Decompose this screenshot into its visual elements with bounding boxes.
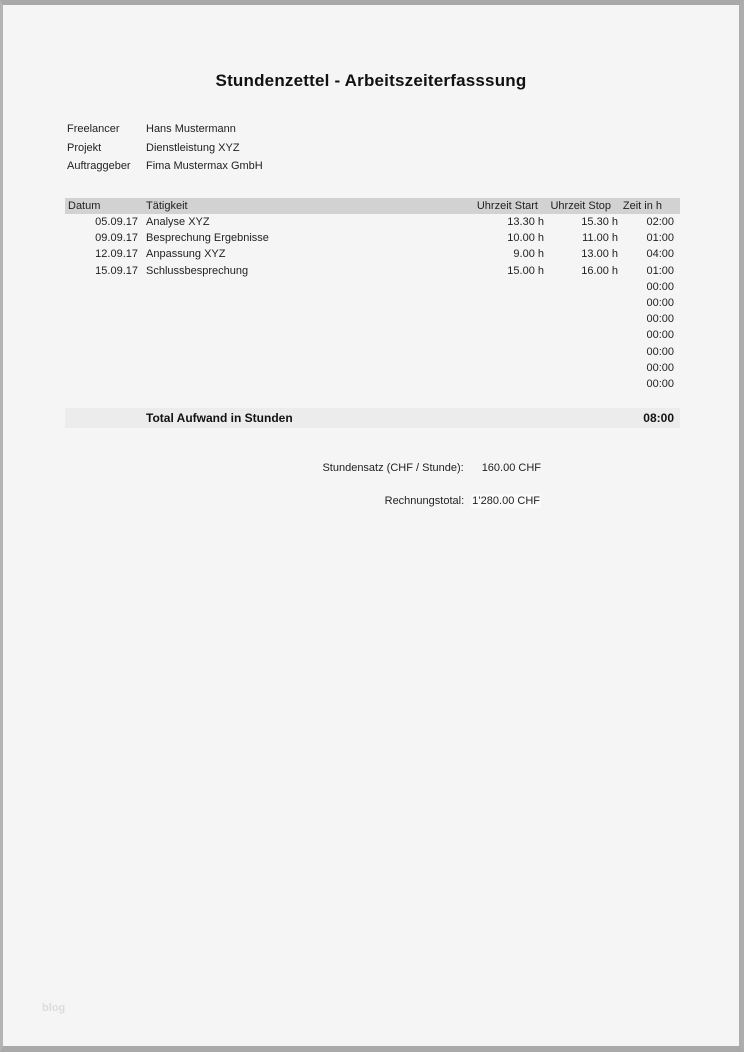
cell-stop: 11.00 h [582, 232, 618, 245]
cell-taetigkeit: Analyse XYZ [146, 216, 210, 229]
cell-zeit: 00:00 [646, 345, 674, 358]
cell-stop: 13.00 h [581, 248, 618, 261]
cell-datum [65, 344, 142, 360]
cell-zeit: 00:00 [646, 313, 674, 326]
cell-stop: 16.00 h [581, 264, 618, 277]
cell-stop [546, 376, 620, 392]
cell-start [463, 344, 546, 360]
time-entries-table [65, 198, 680, 392]
cell-stop [546, 295, 620, 311]
info-value: Fima Mustermax GmbH [146, 160, 263, 173]
cell-datum [65, 295, 142, 311]
cell-datum [65, 279, 142, 295]
cell-stop [546, 327, 620, 343]
cell-start [463, 360, 546, 376]
cell-zeit: 00:00 [646, 297, 674, 310]
cell-start [463, 295, 546, 311]
info-row-auftraggeber [67, 157, 263, 176]
cell-start: 10.00 h [507, 232, 544, 245]
page-title: Stundenzettel - Arbeitszeiterfasssung [215, 71, 527, 90]
cell-datum: 12.09.17 [95, 248, 138, 261]
info-block [67, 120, 263, 176]
cell-taetigkeit [142, 376, 463, 392]
cell-stop [546, 360, 620, 376]
info-row-freelancer [67, 120, 263, 139]
column-header-datum: Datum [65, 198, 142, 214]
cell-stop [546, 344, 620, 360]
cell-taetigkeit [142, 327, 463, 343]
cell-zeit: 01:00 [646, 264, 674, 277]
table-row [65, 230, 680, 246]
table-row-empty [65, 279, 680, 295]
hourly-rate-line [3, 462, 541, 474]
cell-zeit: 00:00 [646, 280, 674, 293]
cell-start: 9.00 h [513, 248, 544, 261]
info-label: Projekt [67, 141, 102, 154]
column-header-uhrzeit-start: Uhrzeit Start [463, 198, 546, 214]
info-value: Dienstleistung XYZ [146, 141, 240, 154]
table-row [65, 214, 680, 230]
cell-taetigkeit [142, 360, 463, 376]
cell-datum: 09.09.17 [95, 232, 138, 245]
cell-zeit: 00:00 [646, 329, 674, 342]
cell-datum [65, 360, 142, 376]
cell-taetigkeit [142, 295, 463, 311]
cell-start [463, 327, 546, 343]
table-row-empty [65, 360, 680, 376]
cell-start: 15.00 h [507, 264, 544, 277]
cell-stop: 15.30 h [581, 216, 618, 229]
info-label: Auftraggeber [67, 160, 131, 173]
info-row-projekt [67, 139, 263, 158]
cell-datum [65, 376, 142, 392]
total-value: 08:00 [643, 411, 674, 425]
table-row-empty [65, 295, 680, 311]
cell-zeit: 00:00 [646, 361, 674, 374]
cell-taetigkeit: Besprechung Ergebnisse [146, 232, 269, 245]
cell-datum [65, 311, 142, 327]
column-header-taetigkeit: Tätigkeit [142, 198, 463, 214]
cell-start [463, 279, 546, 295]
info-label: Freelancer [67, 123, 120, 135]
hourly-rate-value: 160.00 CHF [481, 462, 541, 474]
cell-zeit: 00:00 [646, 377, 674, 390]
cell-start [463, 311, 546, 327]
table-header-row [65, 198, 680, 214]
table-row-empty [65, 327, 680, 343]
invoice-total-line [3, 495, 541, 507]
column-header-zeit-in-h: Zeit in h [620, 198, 680, 214]
info-value: Hans Mustermann [146, 123, 236, 135]
table-row-empty [65, 311, 680, 327]
cell-taetigkeit [142, 344, 463, 360]
cell-datum [65, 327, 142, 343]
watermark-text: blog [42, 1002, 66, 1014]
cell-taetigkeit [142, 311, 463, 327]
cell-taetigkeit: Schlussbesprechung [146, 264, 249, 277]
invoice-total-label: Rechnungstotal: [384, 495, 465, 507]
cell-zeit: 01:00 [646, 232, 674, 245]
cell-start: 13.30 h [507, 216, 544, 229]
cell-zeit: 04:00 [646, 248, 674, 261]
cell-taetigkeit [142, 279, 463, 295]
cell-stop [546, 311, 620, 327]
table-row-empty [65, 344, 680, 360]
hourly-rate-label: Stundensatz (CHF / Stunde): [322, 462, 464, 474]
cell-datum: 15.09.17 [95, 264, 138, 277]
cell-stop [546, 279, 620, 295]
table-row [65, 246, 680, 262]
cell-zeit: 02:00 [646, 216, 674, 229]
invoice-total-value: 1’280.00 CHF [472, 495, 540, 507]
table-row [65, 263, 680, 279]
total-row [65, 408, 680, 428]
total-label: Total Aufwand in Stunden [146, 411, 293, 425]
column-header-uhrzeit-stop: Uhrzeit Stop [546, 198, 620, 214]
table-row-empty [65, 376, 680, 392]
cell-start [463, 376, 546, 392]
cell-taetigkeit: Anpassung XYZ [146, 248, 226, 261]
cell-datum: 05.09.17 [95, 216, 138, 229]
